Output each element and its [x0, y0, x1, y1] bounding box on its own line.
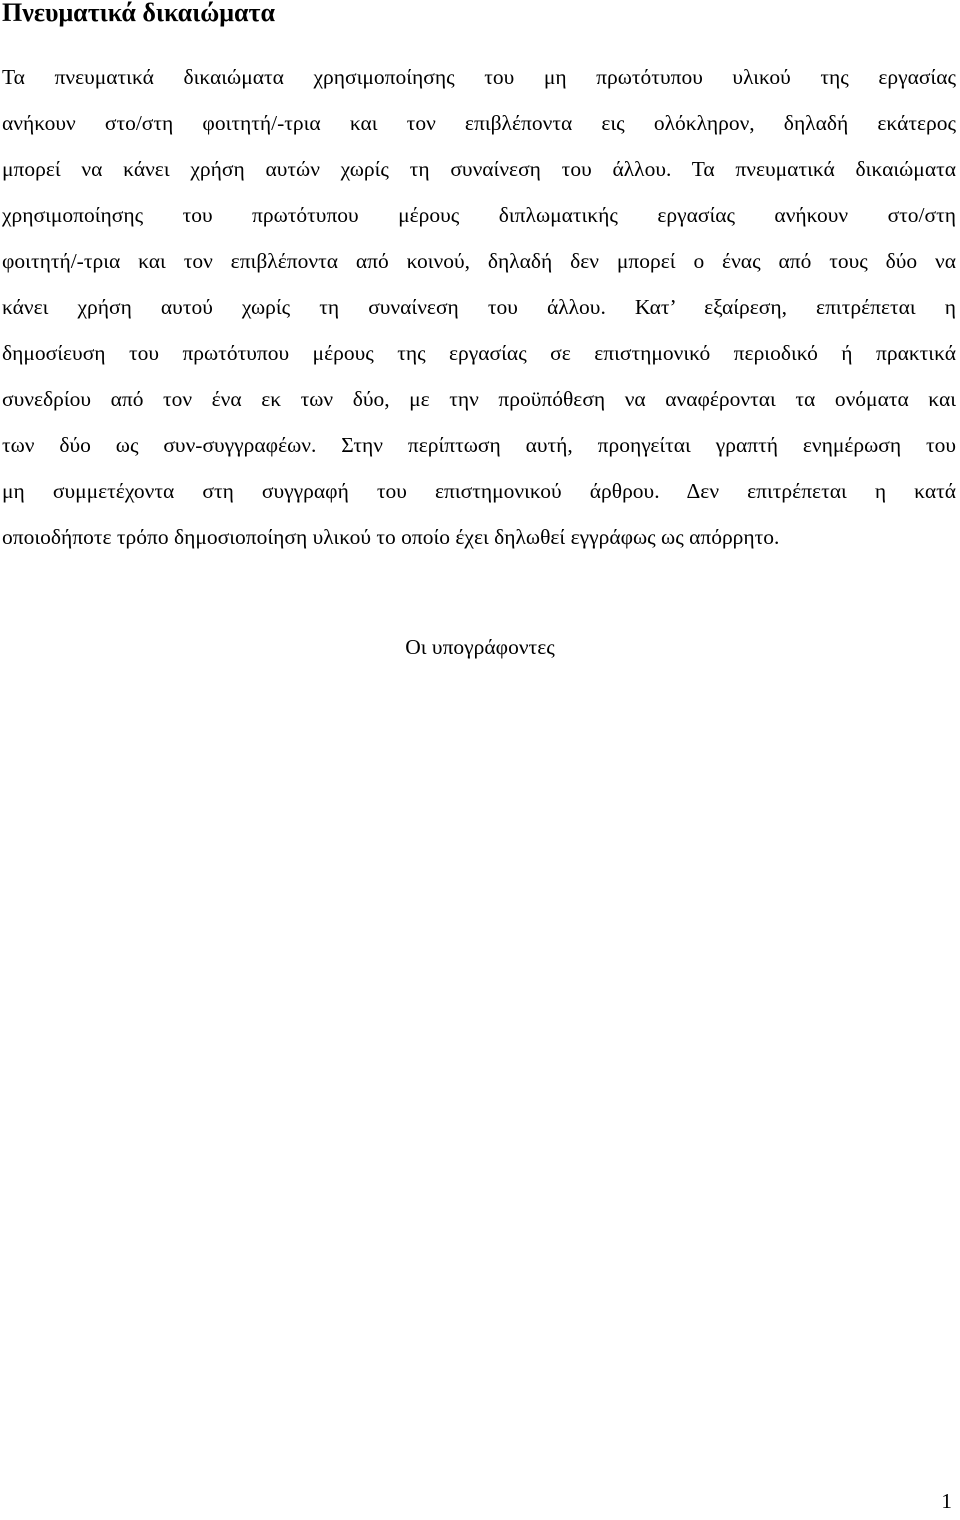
paragraph-line: μπορεί να κάνει χρήση αυτών χωρίς τη συναίνεση του άλλου. Τα πνευματικά δικαιώματα: [2, 157, 956, 181]
paragraph-line: κάνει χρήση αυτού χωρίς τη συναίνεση του άλλου. Κατ’ εξαίρεση, επιτρέπεται η: [2, 295, 956, 319]
paragraph-line: χρησιμοποίησης του πρωτότυπου μέρους διπλωματικής εργασίας ανήκουν στο/στη: [2, 203, 956, 227]
page-title: Πνευματικά δικαιώματα: [2, 0, 275, 27]
signatories-label: Οι υπογράφοντες: [405, 635, 555, 659]
paragraph-line: μη συμμετέχοντα στη συγγραφή του επιστημονικού άρθρου. Δεν επιτρέπεται η κατά: [2, 479, 956, 503]
copyright-paragraph: [2, 54, 956, 560]
paragraph-line: συνεδρίου από τον ένα εκ των δύο, με την προϋπόθεση να αναφέρονται τα ονόματα και: [2, 387, 956, 411]
paragraph-line: φοιτητή/-τρια και τον επιβλέποντα από κοινού, δηλαδή δεν μπορεί ο ένας από τους δύο να: [2, 249, 956, 273]
page-number: 1: [941, 1489, 952, 1513]
paragraph-line: Τα πνευματικά δικαιώματα χρησιμοποίησης του μη πρωτότυπου υλικού της εργασίας: [2, 65, 956, 89]
paragraph-line: οποιοδήποτε τρόπο δημοσιοποίηση υλικού το οποίο έχει δηλωθεί εγγράφως ως απόρρητο.: [2, 525, 780, 549]
paragraph-line: ανήκουν στο/στη φοιτητή/-τρια και τον επιβλέποντα εις ολόκληρον, δηλαδή εκάτερος: [2, 111, 956, 135]
paragraph-line: δημοσίευση του πρωτότυπου μέρους της εργασίας σε επιστημονικό περιοδικό ή πρακτικά: [2, 341, 956, 365]
paragraph-line: των δύο ως συν-συγγραφέων. Στην περίπτωση αυτή, προηγείται γραπτή ενημέρωση του: [2, 433, 956, 457]
